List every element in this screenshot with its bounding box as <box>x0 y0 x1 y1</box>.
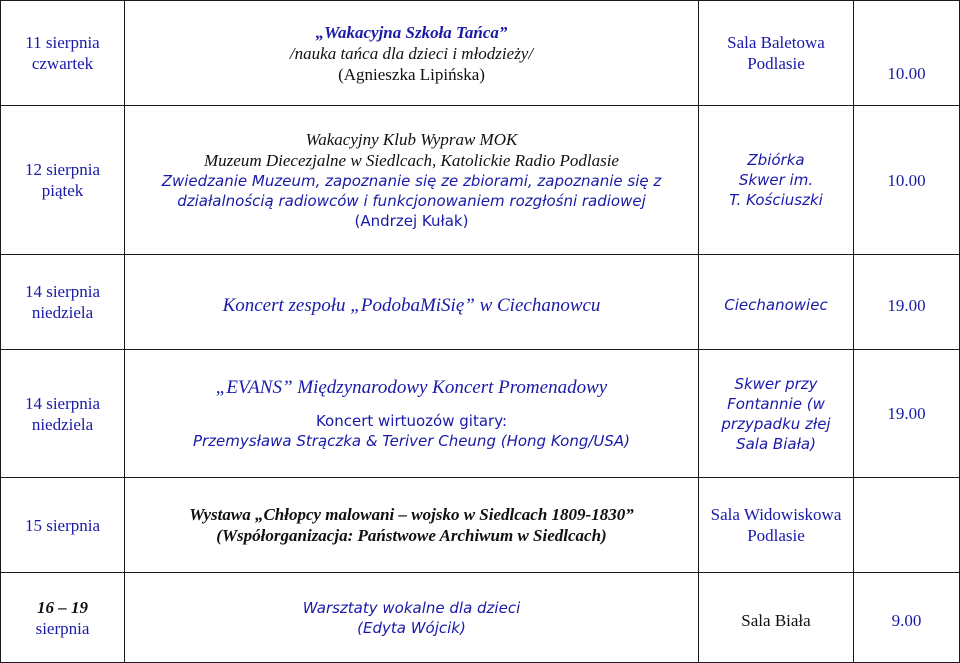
time-value: 9.00 <box>891 611 922 630</box>
place-cell <box>699 106 853 254</box>
date-line: 16 – 19 <box>37 597 88 617</box>
place-line: Podlasie <box>747 54 805 73</box>
event-performers: Przemysława Strączka & Teriver Cheung (Hong Kong/USA) <box>192 432 631 450</box>
time-value: 19.00 <box>887 404 926 423</box>
date-cell <box>1 106 124 254</box>
place-line: Fontannie (w <box>727 394 825 413</box>
place-line: Sala Baletowa <box>727 33 825 52</box>
time-cell <box>854 350 959 477</box>
event-cell <box>125 350 698 477</box>
event-organizer: (Edyta Wójcik) <box>357 618 466 637</box>
date-line: piątek <box>41 181 84 200</box>
date-cell <box>1 255 124 349</box>
place-cell <box>699 1 853 105</box>
event-description: Zwiedzanie Muzeum, zapoznanie się ze zbiorami, zapoznanie się z <box>161 172 662 190</box>
place-line: przypadku złej <box>721 414 831 433</box>
place-line: Zbiórka <box>747 151 805 169</box>
place-line: Podlasie <box>747 526 805 545</box>
place-line: Ciechanowiec <box>724 296 828 314</box>
time-cell <box>854 573 959 662</box>
event-organizer: (Andrzej Kułak) <box>354 212 469 230</box>
date-cell <box>1 573 124 662</box>
event-cell <box>125 573 698 662</box>
date-line: sierpnia <box>35 618 90 638</box>
time-cell <box>854 106 959 254</box>
date-line: 12 sierpnia <box>24 160 101 179</box>
date-cell <box>1 350 124 477</box>
place-cell <box>699 255 853 349</box>
time-cell <box>854 255 959 349</box>
place-line: Skwer im. <box>738 171 814 189</box>
place-line: Sala Biała) <box>736 434 816 453</box>
time-value: 10.00 <box>887 170 926 190</box>
event-title: Wystawa „Chłopcy malowani – wojsko w Siedlcach 1809-1830” <box>189 505 634 524</box>
event-description: działalnością radiowców i funkcjonowaniem rozgłośni radiowej <box>177 192 646 210</box>
date-cell <box>1 478 124 572</box>
date-line: 14 sierpnia <box>24 393 101 413</box>
place-line: Sala Biała <box>741 611 811 630</box>
event-cell <box>125 1 698 105</box>
event-cell <box>125 478 698 572</box>
place-line: T. Kościuszki <box>729 191 823 209</box>
time-value: 19.00 <box>887 295 926 315</box>
place-cell <box>699 478 853 572</box>
time-value: 10.00 <box>887 63 926 83</box>
place-line: Skwer przy <box>734 374 818 393</box>
event-title: Warsztaty wokalne dla dzieci <box>302 598 521 617</box>
date-line: 14 sierpnia <box>24 282 101 301</box>
date-line: 15 sierpnia <box>24 515 101 535</box>
time-cell <box>854 478 959 572</box>
event-organizer: (Agnieszka Lipińska) <box>338 64 485 84</box>
event-note: (Współorganizacja: Państwowe Archiwum w Siedlcach) <box>216 526 607 545</box>
event-cell <box>125 106 698 254</box>
event-title: „EVANS” Międzynarodowy Koncert Promenadowy <box>215 377 608 398</box>
date-line: 11 sierpnia <box>25 33 100 52</box>
date-line: czwartek <box>31 54 94 73</box>
date-line: niedziela <box>31 303 94 322</box>
event-subtitle: Koncert wirtuozów gitary: <box>315 412 508 430</box>
date-line: niedziela <box>31 414 94 434</box>
event-cell <box>125 255 698 349</box>
place-cell <box>699 350 853 477</box>
time-cell <box>854 1 959 105</box>
place-line: Sala Widowiskowa <box>710 505 842 524</box>
date-cell <box>1 1 124 105</box>
place-cell <box>699 573 853 662</box>
event-subtitle: /nauka tańca dla dzieci i młodzieży/ <box>289 43 534 63</box>
event-title: „Wakacyjna Szkoła Tańca” <box>315 22 508 42</box>
event-title: Koncert zespołu „PodobaMiSię” w Ciechanowcu <box>222 294 601 316</box>
event-title: Wakacyjny Klub Wypraw MOK <box>305 130 518 149</box>
event-subtitle: Muzeum Diecezjalne w Siedlcach, Katolickie Radio Podlasie <box>204 151 619 170</box>
